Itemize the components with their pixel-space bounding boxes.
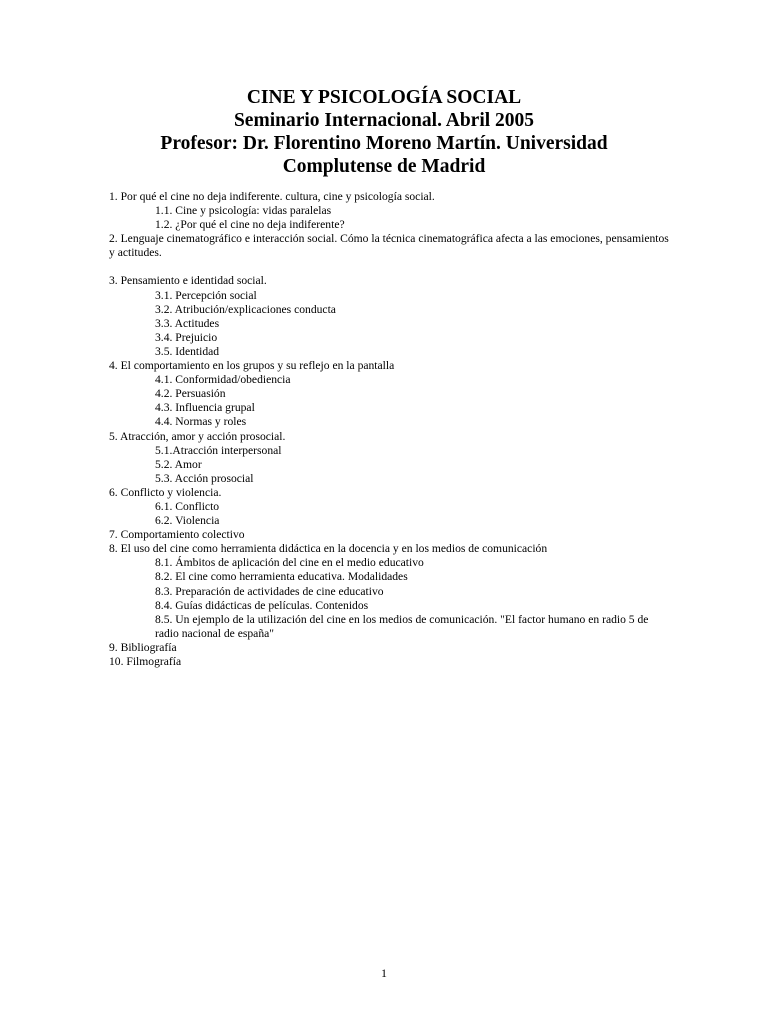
toc-item: 6. Conflicto y violencia. — [109, 485, 222, 499]
toc-spacer — [109, 260, 669, 274]
page-number: 1 — [381, 966, 387, 980]
toc-item: 3. Pensamiento e identidad social. — [109, 274, 267, 288]
toc-subitem: 6.2. Violencia — [155, 514, 220, 528]
toc-subitem: 4.4. Normas y roles — [155, 415, 247, 429]
toc-subitem: 4.1. Conformidad/obediencia — [155, 373, 291, 387]
toc-subitem: 1.2. ¿Por qué el cine no deja indiferente? — [155, 218, 345, 232]
toc-subitem: 5.3. Acción prosocial — [155, 471, 254, 485]
toc-subitem: 3.4. Prejuicio — [155, 330, 218, 344]
toc-item: 7. Comportamiento colectivo — [109, 528, 245, 542]
toc-item: 9. Bibliografía — [109, 640, 177, 654]
toc-subitem: 4.2. Persuasión — [155, 387, 226, 401]
document-title: CINE Y PSICOLOGÍA SOCIAL — [246, 87, 522, 108]
toc-subitem: 3.1. Percepción social — [155, 288, 257, 302]
professor-line-1: Profesor: Dr. Florentino Moreno Martín. Universidad — [160, 133, 608, 154]
toc-subitem: 8.3. Preparación de actividades de cine educativo — [155, 584, 384, 598]
toc-subitem: 5.2. Amor — [155, 457, 202, 471]
table-of-contents — [109, 190, 669, 669]
toc-item: 1. Por qué el cine no deja indiferente. cultura, cine y psicología social. — [109, 190, 435, 203]
toc-subitem: 4.3. Influencia grupal — [155, 401, 255, 415]
toc-subitem: 8.2. El cine como herramienta educativa. Modalidades — [155, 570, 408, 584]
toc-subitem: 3.2. Atribución/explicaciones conducta — [155, 302, 336, 316]
toc-item: 10. Filmografía — [109, 655, 182, 668]
toc-subitem: 8.5. Un ejemplo de la utilización del cine en los medios de comunicación. "El factor humano en radio 5 de radio nacional de españa" — [155, 612, 649, 640]
toc-item: 2. Lenguaje cinematográfico e interacción social. Cómo la técnica cinematográfica afecta a las emociones, pensamientos y actitudes. — [109, 232, 669, 260]
toc-subitem: 3.5. Identidad — [155, 344, 220, 358]
toc-subitem: 3.3. Actitudes — [155, 316, 220, 330]
document-header — [0, 86, 768, 178]
toc-subitem: 6.1. Conflicto — [155, 499, 220, 513]
toc-item: 5. Atracción, amor y acción prosocial. — [109, 429, 286, 443]
toc-item: 4. El comportamiento en los grupos y su reflejo en la pantalla — [109, 359, 395, 373]
toc-subitem: 1.1. Cine y psicología: vidas paralelas — [155, 204, 332, 218]
professor-line-2: Complutense de Madrid — [282, 156, 486, 177]
document-subtitle: Seminario Internacional. Abril 2005 — [233, 110, 535, 131]
toc-subitem: 8.4. Guías didácticas de películas. Contenidos — [155, 598, 369, 612]
toc-subitem: 5.1.Atracción interpersonal — [155, 443, 282, 457]
toc-subitem: 8.1. Ámbitos de aplicación del cine en el medio educativo — [155, 556, 424, 570]
toc-item: 8. El uso del cine como herramienta didáctica en la docencia y en los medios de comunicación — [109, 542, 548, 556]
